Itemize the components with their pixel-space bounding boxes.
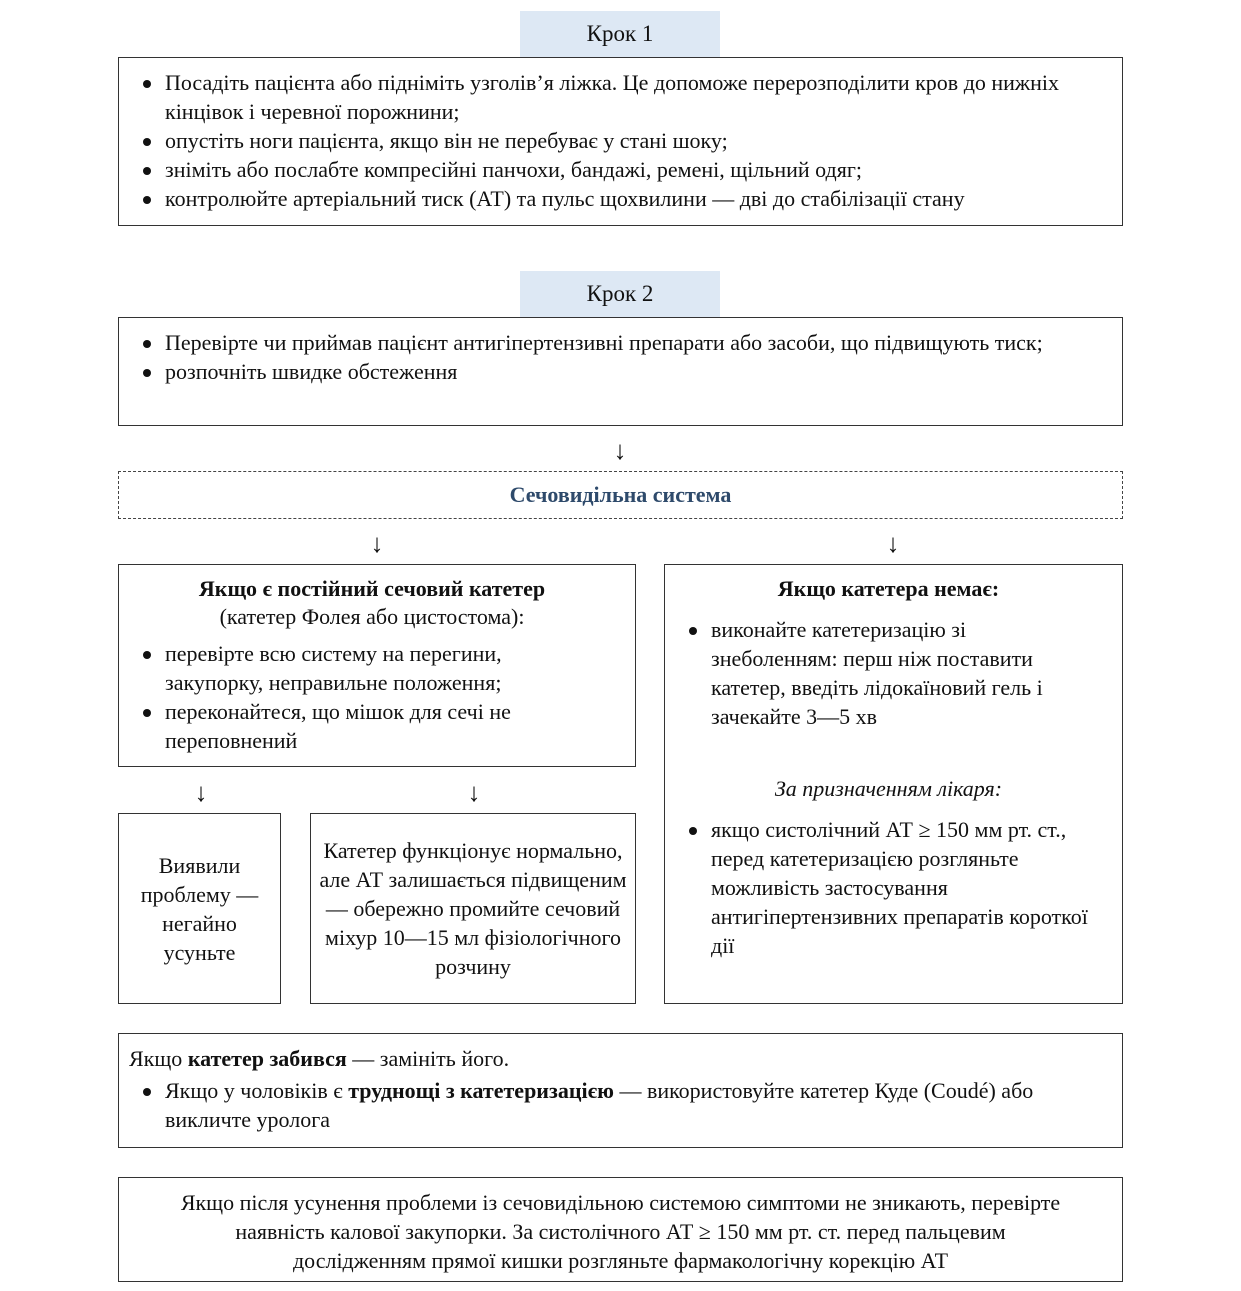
text-segment: Якщо (129, 1046, 188, 1071)
list-item: зніміть або послабте компресійні панчохи, бандажі, ремені, щільний одяг; (119, 155, 1102, 184)
step1-list (119, 68, 1102, 213)
final-note-text: Якщо після усунення проблеми із сечовидільною системою симптоми не зникають, перевірте наявність калової закупорки. За систолічного АТ ≥ 150 мм рт. ст. перед пальцевим дослідженням прямої кишки розгляньте фармакологічну корекцію АТ (180, 1190, 1061, 1273)
system-title: Сечовидільна система (509, 482, 732, 507)
text-segment-bold: катетер забився (187, 1046, 347, 1071)
no-catheter-box (664, 564, 1123, 1004)
list-item: розпочніть швидке обстеження (119, 357, 1106, 386)
down-arrow-icon: ↓ (194, 778, 208, 807)
blocked-catheter-list (119, 1076, 1112, 1134)
final-note-box (118, 1177, 1123, 1282)
problem-found-text: Виявили проблему — негайно усуньте (140, 852, 259, 965)
problem-found-box (118, 813, 281, 1004)
down-arrow-icon: ↓ (370, 529, 384, 558)
text-segment: Якщо у чоловіків є (165, 1078, 349, 1103)
step1-box (118, 57, 1123, 226)
list-item: Посадіть пацієнта або підніміть узголів’я ліжка. Це допоможе перерозподілити кров до нижніх кінцівок і черевної порожнини; (119, 68, 1102, 126)
step2-list (119, 328, 1106, 386)
list-item (119, 1076, 1112, 1134)
step2-box (118, 317, 1123, 426)
system-title-box (118, 471, 1123, 519)
blocked-catheter-line (129, 1042, 1112, 1076)
no-catheter-list-2 (665, 815, 1112, 960)
text-segment-bold: труднощі з катетеризацією (348, 1078, 614, 1103)
down-arrow-icon: ↓ (886, 529, 900, 558)
catheter-present-title: Якщо є постійний сечовий катетер (198, 576, 546, 601)
list-item: перевірте всю систему на перегини, закупорку, неправильне положення; (119, 639, 545, 697)
list-item: якщо систолічний АТ ≥ 150 мм рт. ст., перед катетеризацією розгляньте можливість застосування антигіпертензивних препаратів короткої дії (665, 815, 1102, 960)
list-item: переконайтеся, що мішок для сечі не переповнений (119, 697, 545, 755)
catheter-ok-box (310, 813, 636, 1004)
no-catheter-list-1 (665, 615, 1112, 731)
step1-label: Крок 1 (520, 11, 720, 57)
doctor-prescription-label: За призначенням лікаря: (774, 776, 1003, 801)
catheter-present-subtitle: (катетер Фолея або цистостома): (219, 604, 525, 629)
catheter-present-list (119, 639, 625, 755)
catheter-ok-text: Катетер функціонує нормально, але АТ залишається підвищеним — обережно промийте сечовий міхур 10—15 мл фізіологічного розчину (319, 838, 627, 979)
list-item: Перевірте чи приймав пацієнт антигіпертензивні препарати або засоби, що підвищують тиск; (119, 328, 1106, 357)
list-item: контролюйте артеріальний тиск (АТ) та пульс щохвилини — дві до стабілізації стану (119, 184, 1102, 213)
text-segment: — замініть його. (346, 1046, 510, 1071)
down-arrow-icon: ↓ (467, 778, 481, 807)
list-item: виконайте катетеризацію зі знеболенням: перш ніж поставити катетер, введіть лідокаїновий гель і зачекайте 3—5 хв (665, 615, 1092, 731)
catheter-present-box (118, 564, 636, 767)
no-catheter-title: Якщо катетера немає: (777, 576, 1000, 601)
step2-label: Крок 2 (520, 271, 720, 317)
list-item: опустіть ноги пацієнта, якщо він не перебуває у стані шоку; (119, 126, 1102, 155)
text-segment: — використовуйте катетер Куде (Coudé) або викличте уролога (165, 1078, 1034, 1132)
down-arrow-icon: ↓ (613, 436, 627, 465)
blocked-catheter-box (118, 1033, 1123, 1148)
